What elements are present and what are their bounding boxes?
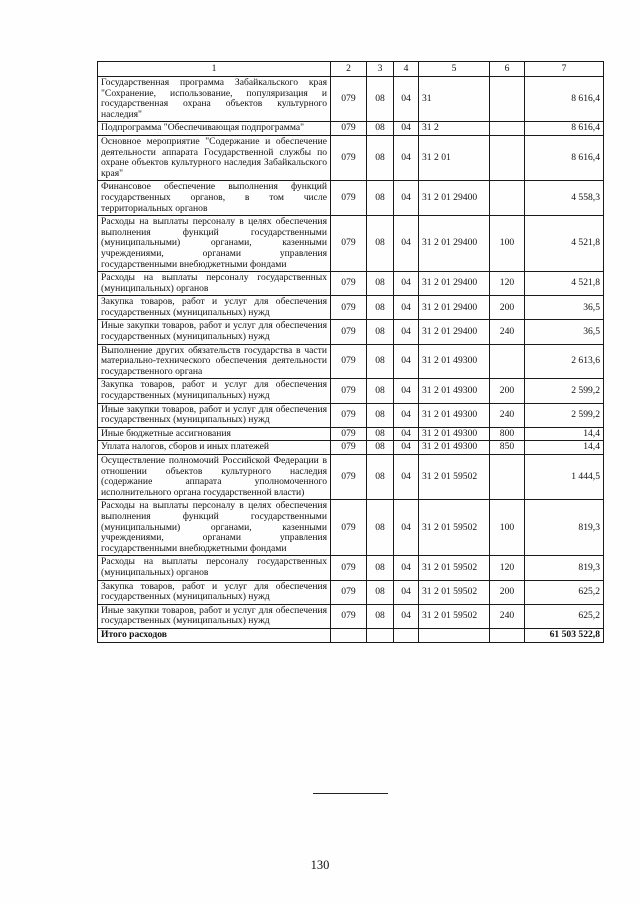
cell-amount: 819,3 <box>525 500 604 556</box>
cell-name: Закупка товаров, работ и услуг для обеспечения государственных (муниципальных) нужд <box>98 379 331 403</box>
cell-target-article: 31 2 01 49300 <box>419 441 490 455</box>
cell-ministry: 079 <box>331 500 367 556</box>
header-col-3: 3 <box>367 62 394 77</box>
cell-subsection: 04 <box>394 500 419 556</box>
cell-amount: 2 599,2 <box>525 403 604 427</box>
table-row <box>98 403 604 427</box>
cell-section: 08 <box>367 403 394 427</box>
cell-target-article: 31 2 <box>419 122 490 136</box>
cell-name: Осуществление полномочий Российской Федерации в отношении объектов культурного наследия (содержание аппарата уполномоченного исполнительного органа государственной власти) <box>98 455 331 500</box>
table-row <box>98 379 604 403</box>
header-col-6: 6 <box>490 62 525 77</box>
cell-subsection: 04 <box>394 77 419 122</box>
cell-expense-type <box>490 455 525 500</box>
cell-ministry: 079 <box>331 580 367 604</box>
total-label: Итого расходов <box>98 628 331 642</box>
cell-subsection: 04 <box>394 455 419 500</box>
cell-subsection: 04 <box>394 320 419 344</box>
cell-target-article: 31 2 01 49300 <box>419 344 490 379</box>
cell-subsection: 04 <box>394 296 419 320</box>
cell-amount: 4 558,3 <box>525 181 604 216</box>
cell-section: 08 <box>367 272 394 296</box>
cell-name: Расходы на выплаты персоналу государственных (муниципальных) органов <box>98 556 331 580</box>
cell-expense-type: 800 <box>490 427 525 441</box>
cell-section: 08 <box>367 556 394 580</box>
cell-amount: 8 616,4 <box>525 77 604 122</box>
table-header-row <box>98 62 604 77</box>
header-col-1: 1 <box>98 62 331 77</box>
cell-expense-type: 200 <box>490 580 525 604</box>
cell-amount: 36,5 <box>525 320 604 344</box>
cell-name: Расходы на выплаты персоналу в целях обеспечения выполнения функций государственными (муниципальными) органами, казенными учреждениями, органами управления государственными внебюджетными фондами <box>98 500 331 556</box>
cell-expense-type: 100 <box>490 216 525 272</box>
cell-name: Закупка товаров, работ и услуг для обеспечения государственных (муниципальных) нужд <box>98 580 331 604</box>
cell-subsection: 04 <box>394 427 419 441</box>
table-row <box>98 216 604 272</box>
cell-section: 08 <box>367 320 394 344</box>
cell-target-article: 31 2 01 49300 <box>419 427 490 441</box>
cell-section: 08 <box>367 122 394 136</box>
cell-section: 08 <box>367 77 394 122</box>
footer-divider <box>313 793 388 794</box>
cell-target-article: 31 2 01 29400 <box>419 216 490 272</box>
cell-name: Расходы на выплаты персоналу государственных (муниципальных) органов <box>98 272 331 296</box>
cell-expense-type <box>490 344 525 379</box>
cell-target-article: 31 2 01 59502 <box>419 604 490 628</box>
cell-target-article: 31 2 01 29400 <box>419 320 490 344</box>
cell-section: 08 <box>367 216 394 272</box>
cell-section: 08 <box>367 500 394 556</box>
cell-expense-type: 200 <box>490 296 525 320</box>
cell-ministry: 079 <box>331 181 367 216</box>
cell-ministry: 079 <box>331 403 367 427</box>
cell-name: Иные бюджетные ассигнования <box>98 427 331 441</box>
cell-ministry: 079 <box>331 455 367 500</box>
cell-amount: 1 444,5 <box>525 455 604 500</box>
cell-subsection: 04 <box>394 122 419 136</box>
cell-ministry: 079 <box>331 272 367 296</box>
cell-section: 08 <box>367 181 394 216</box>
cell-ministry: 079 <box>331 216 367 272</box>
cell-ministry: 079 <box>331 379 367 403</box>
total-row <box>98 628 604 642</box>
cell-amount: 2 599,2 <box>525 379 604 403</box>
cell-ministry: 079 <box>331 320 367 344</box>
table-row <box>98 320 604 344</box>
cell-target-article: 31 2 01 59502 <box>419 500 490 556</box>
cell-name: Закупка товаров, работ и услуг для обеспечения государственных (муниципальных) нужд <box>98 296 331 320</box>
cell-section: 08 <box>367 344 394 379</box>
cell-amount: 8 616,4 <box>525 135 604 180</box>
cell-target-article: 31 2 01 29400 <box>419 181 490 216</box>
cell-section: 08 <box>367 455 394 500</box>
cell-amount: 14,4 <box>525 427 604 441</box>
cell-target-article: 31 2 01 49300 <box>419 379 490 403</box>
cell-ministry: 079 <box>331 77 367 122</box>
cell-expense-type: 100 <box>490 500 525 556</box>
cell-expense-type: 200 <box>490 379 525 403</box>
table-row <box>98 344 604 379</box>
cell-amount: 2 613,6 <box>525 344 604 379</box>
cell-target-article: 31 2 01 59502 <box>419 580 490 604</box>
cell-ministry: 079 <box>331 296 367 320</box>
cell-amount: 4 521,8 <box>525 272 604 296</box>
cell-section: 08 <box>367 441 394 455</box>
total-value: 61 503 522,8 <box>525 628 604 642</box>
cell-section: 08 <box>367 135 394 180</box>
cell-name: Иные закупки товаров, работ и услуг для обеспечения государственных (муниципальных) нужд <box>98 604 331 628</box>
cell-amount: 625,2 <box>525 604 604 628</box>
cell-expense-type <box>490 122 525 136</box>
cell-expense-type <box>490 135 525 180</box>
cell-expense-type: 120 <box>490 556 525 580</box>
cell-expense-type: 240 <box>490 320 525 344</box>
cell-amount: 14,4 <box>525 441 604 455</box>
table-row <box>98 455 604 500</box>
cell-ministry: 079 <box>331 604 367 628</box>
page-number: 130 <box>310 858 330 872</box>
cell-target-article: 31 2 01 <box>419 135 490 180</box>
cell-name: Расходы на выплаты персоналу в целях обеспечения выполнения функций государственными (муниципальными) органами, казенными учреждениями, органами управления государственными внебюджетными фондами <box>98 216 331 272</box>
cell-subsection: 04 <box>394 580 419 604</box>
cell-ministry: 079 <box>331 556 367 580</box>
cell-ministry: 079 <box>331 135 367 180</box>
cell-name: Уплата налогов, сборов и иных платежей <box>98 441 331 455</box>
cell-amount: 36,5 <box>525 296 604 320</box>
cell-section: 08 <box>367 604 394 628</box>
cell-target-article: 31 2 01 59502 <box>419 455 490 500</box>
cell-ministry: 079 <box>331 427 367 441</box>
cell-target-article: 31 2 01 29400 <box>419 272 490 296</box>
cell-section: 08 <box>367 580 394 604</box>
cell-subsection: 04 <box>394 135 419 180</box>
cell-ministry: 079 <box>331 441 367 455</box>
header-col-5: 5 <box>419 62 490 77</box>
table-row <box>98 500 604 556</box>
cell-name: Государственная программа Забайкальского края "Сохранение, использование, популяризация и государственная охрана объектов культурного наследия" <box>98 77 331 122</box>
cell-expense-type <box>490 181 525 216</box>
cell-target-article: 31 2 01 29400 <box>419 296 490 320</box>
cell-expense-type: 240 <box>490 604 525 628</box>
table-row <box>98 122 604 136</box>
header-col-2: 2 <box>331 62 367 77</box>
table-row <box>98 580 604 604</box>
cell-target-article: 31 <box>419 77 490 122</box>
header-col-4: 4 <box>394 62 419 77</box>
cell-name: Подпрограмма "Обеспечивающая подпрограмма" <box>98 122 331 136</box>
cell-subsection: 04 <box>394 344 419 379</box>
table-row <box>98 427 604 441</box>
cell-expense-type <box>490 77 525 122</box>
table-row <box>98 77 604 122</box>
table-row <box>98 296 604 320</box>
table-row <box>98 272 604 296</box>
cell-target-article: 31 2 01 49300 <box>419 403 490 427</box>
cell-subsection: 04 <box>394 379 419 403</box>
cell-expense-type: 850 <box>490 441 525 455</box>
table-row <box>98 556 604 580</box>
table-row <box>98 441 604 455</box>
cell-subsection: 04 <box>394 216 419 272</box>
cell-amount: 8 616,4 <box>525 122 604 136</box>
cell-name: Иные закупки товаров, работ и услуг для обеспечения государственных (муниципальных) нужд <box>98 320 331 344</box>
cell-target-article: 31 2 01 59502 <box>419 556 490 580</box>
cell-subsection: 04 <box>394 272 419 296</box>
cell-section: 08 <box>367 427 394 441</box>
cell-section: 08 <box>367 296 394 320</box>
cell-name: Финансовое обеспечение выполнения функций государственных органов, в том числе территориальных органов <box>98 181 331 216</box>
cell-ministry: 079 <box>331 122 367 136</box>
budget-table <box>97 61 604 643</box>
cell-amount: 4 521,8 <box>525 216 604 272</box>
cell-subsection: 04 <box>394 181 419 216</box>
cell-name: Выполнение других обязательств государства в части материально-технического обеспечения деятельности государственного органа <box>98 344 331 379</box>
table-row <box>98 181 604 216</box>
cell-subsection: 04 <box>394 604 419 628</box>
cell-subsection: 04 <box>394 441 419 455</box>
cell-amount: 625,2 <box>525 580 604 604</box>
cell-subsection: 04 <box>394 556 419 580</box>
header-col-7: 7 <box>525 62 604 77</box>
cell-ministry: 079 <box>331 344 367 379</box>
table-row <box>98 604 604 628</box>
cell-section: 08 <box>367 379 394 403</box>
cell-name: Иные закупки товаров, работ и услуг для обеспечения государственных (муниципальных) нужд <box>98 403 331 427</box>
cell-amount: 819,3 <box>525 556 604 580</box>
table-row <box>98 135 604 180</box>
cell-name: Основное мероприятие "Содержание и обеспечение деятельности аппарата Государственной службы по охране объектов культурного наследия Забайкальского края" <box>98 135 331 180</box>
cell-expense-type: 240 <box>490 403 525 427</box>
cell-subsection: 04 <box>394 403 419 427</box>
cell-expense-type: 120 <box>490 272 525 296</box>
